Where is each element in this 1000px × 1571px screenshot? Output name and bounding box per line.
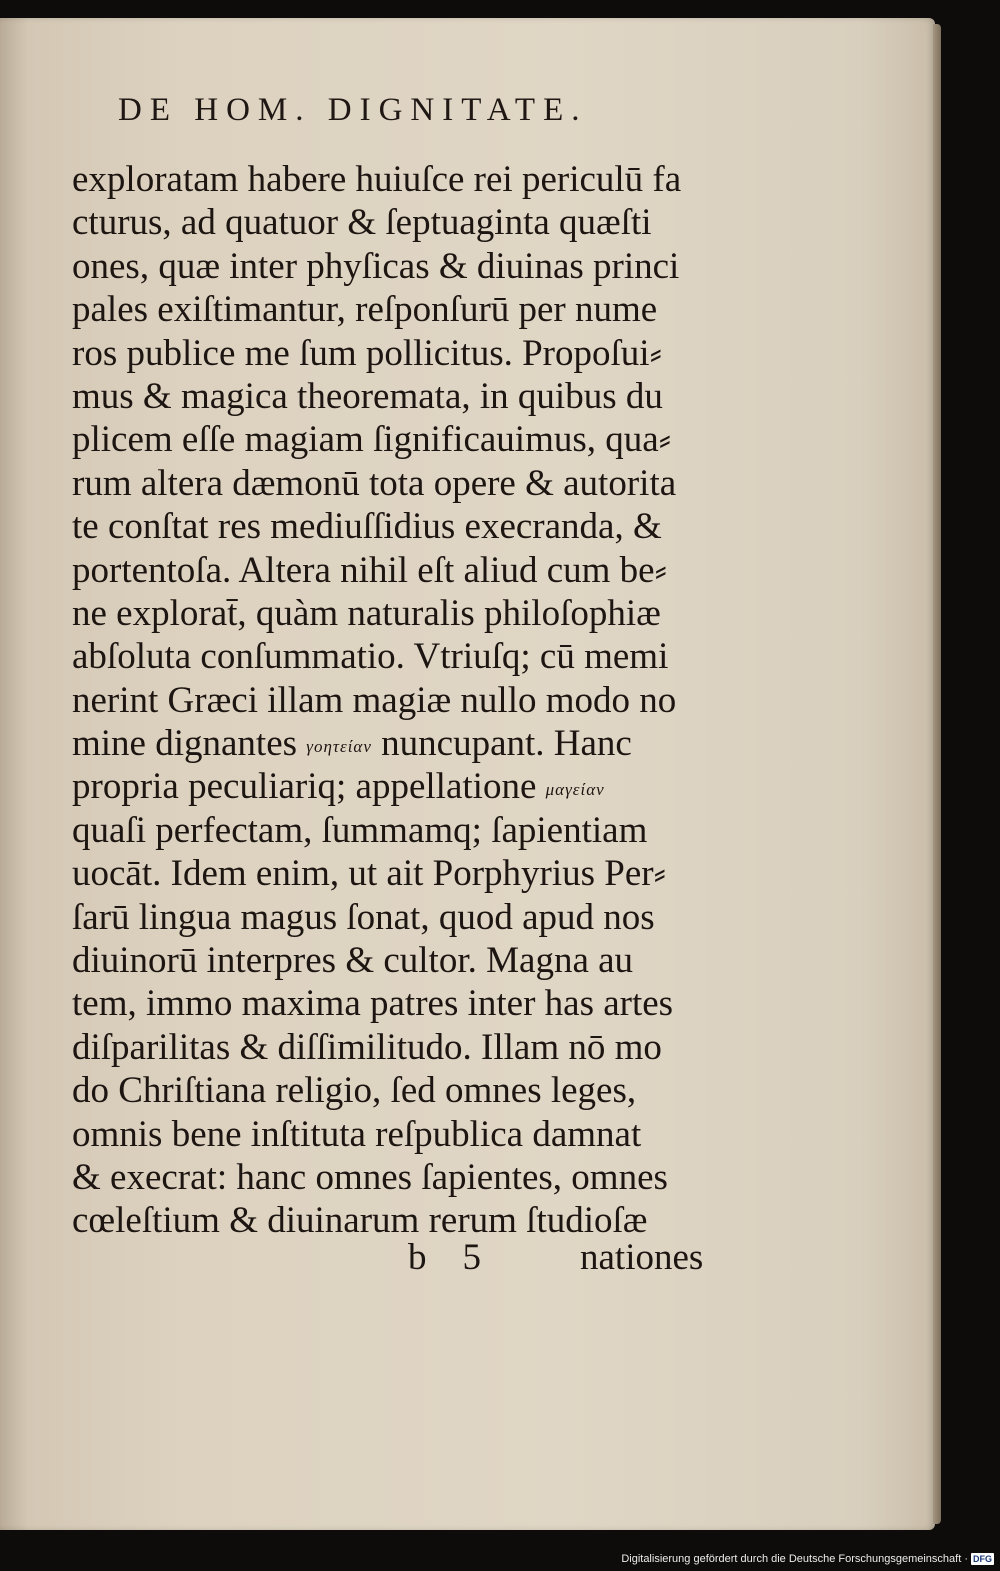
- text-segment: mine dignantes: [72, 723, 298, 765]
- text-line: nerint Græci illam magiæ nullo modo no: [72, 679, 677, 721]
- text-line-with-greek: [72, 765, 742, 808]
- text-line: pales exiſtimantur, reſponſurū per nume: [72, 289, 658, 331]
- book-page: [0, 18, 935, 1530]
- text-line: ros publice me ſum pollicitus. Propoſui⸗: [72, 332, 662, 374]
- text-line: abſoluta conſummatio. Vtriuſq; cū memi: [72, 636, 669, 678]
- text-line: tem, immo maxima patres inter has artes: [72, 983, 674, 1025]
- text-line: & execrat: hanc omnes ſapientes, omnes: [72, 1156, 668, 1198]
- signature-number: 5: [462, 1237, 481, 1278]
- page-footer: [0, 1236, 935, 1280]
- text-line: omnis bene inſtituta reſpublica damnat: [72, 1113, 642, 1155]
- running-head: DE HOM. DIGNITATE.: [118, 92, 588, 128]
- text-line: diſparilitas & diſſimilitudo. Illam nō mo: [72, 1026, 662, 1068]
- text-segment: nuncupant. Hanc: [381, 723, 632, 765]
- text-line: te conſtat res mediuſſidius execranda, &: [72, 506, 662, 548]
- signature-mark: [408, 1236, 481, 1279]
- text-line: portentoſa. Altera nihil eſt aliud cum be⸗: [72, 549, 667, 591]
- text-line: exploratam habere huiuſce rei periculū fa: [72, 159, 682, 200]
- greek-word-mageian: μαγείαν: [545, 780, 605, 800]
- text-line: diuinorū interpres & cultor. Magna au: [72, 940, 634, 982]
- credit-text: Digitalisierung gefördert durch die Deutsche Forschungsgemeinschaft ·: [621, 1553, 968, 1565]
- text-line: quaſi perfectam, ſummamq; ſapientiam: [72, 809, 648, 851]
- text-line: ſarū lingua magus ſonat, quod apud nos: [72, 896, 655, 938]
- greek-word-goetian: γοητείαν: [306, 736, 372, 756]
- text-line: ne explorat̄, quàm naturalis philoſophiæ: [72, 592, 661, 634]
- text-line: rum altera dæmonū tota opere & autorita: [72, 462, 677, 504]
- text-line: ones, quæ inter phyſicas & diuinas princi: [72, 245, 680, 287]
- text-line: uocāt. Idem enim, ut ait Porphyrius Per⸗: [72, 853, 666, 895]
- text-line: cœleſtium & diuinarum rerum ſtudioſæ: [72, 1200, 648, 1242]
- text-line: cturus, ad quatuor & ſeptuaginta quæſti: [72, 202, 652, 244]
- dfg-logo-icon: DFG: [973, 1554, 992, 1564]
- text-line: do Chriſtiana religio, ſed omnes leges,: [72, 1070, 637, 1112]
- text-line: plicem eſſe magiam ſignificauimus, qua⸗: [72, 419, 672, 461]
- text-segment: propria peculiariq; appellatione: [72, 766, 537, 808]
- text-line: mus & magica theoremata, in quibus du: [72, 375, 663, 417]
- text-line-with-greek: [72, 722, 742, 765]
- signature-letter: b: [408, 1237, 427, 1278]
- digitization-credit: [621, 1553, 994, 1565]
- body-text: [72, 158, 742, 1243]
- catchword: nationes: [580, 1237, 704, 1278]
